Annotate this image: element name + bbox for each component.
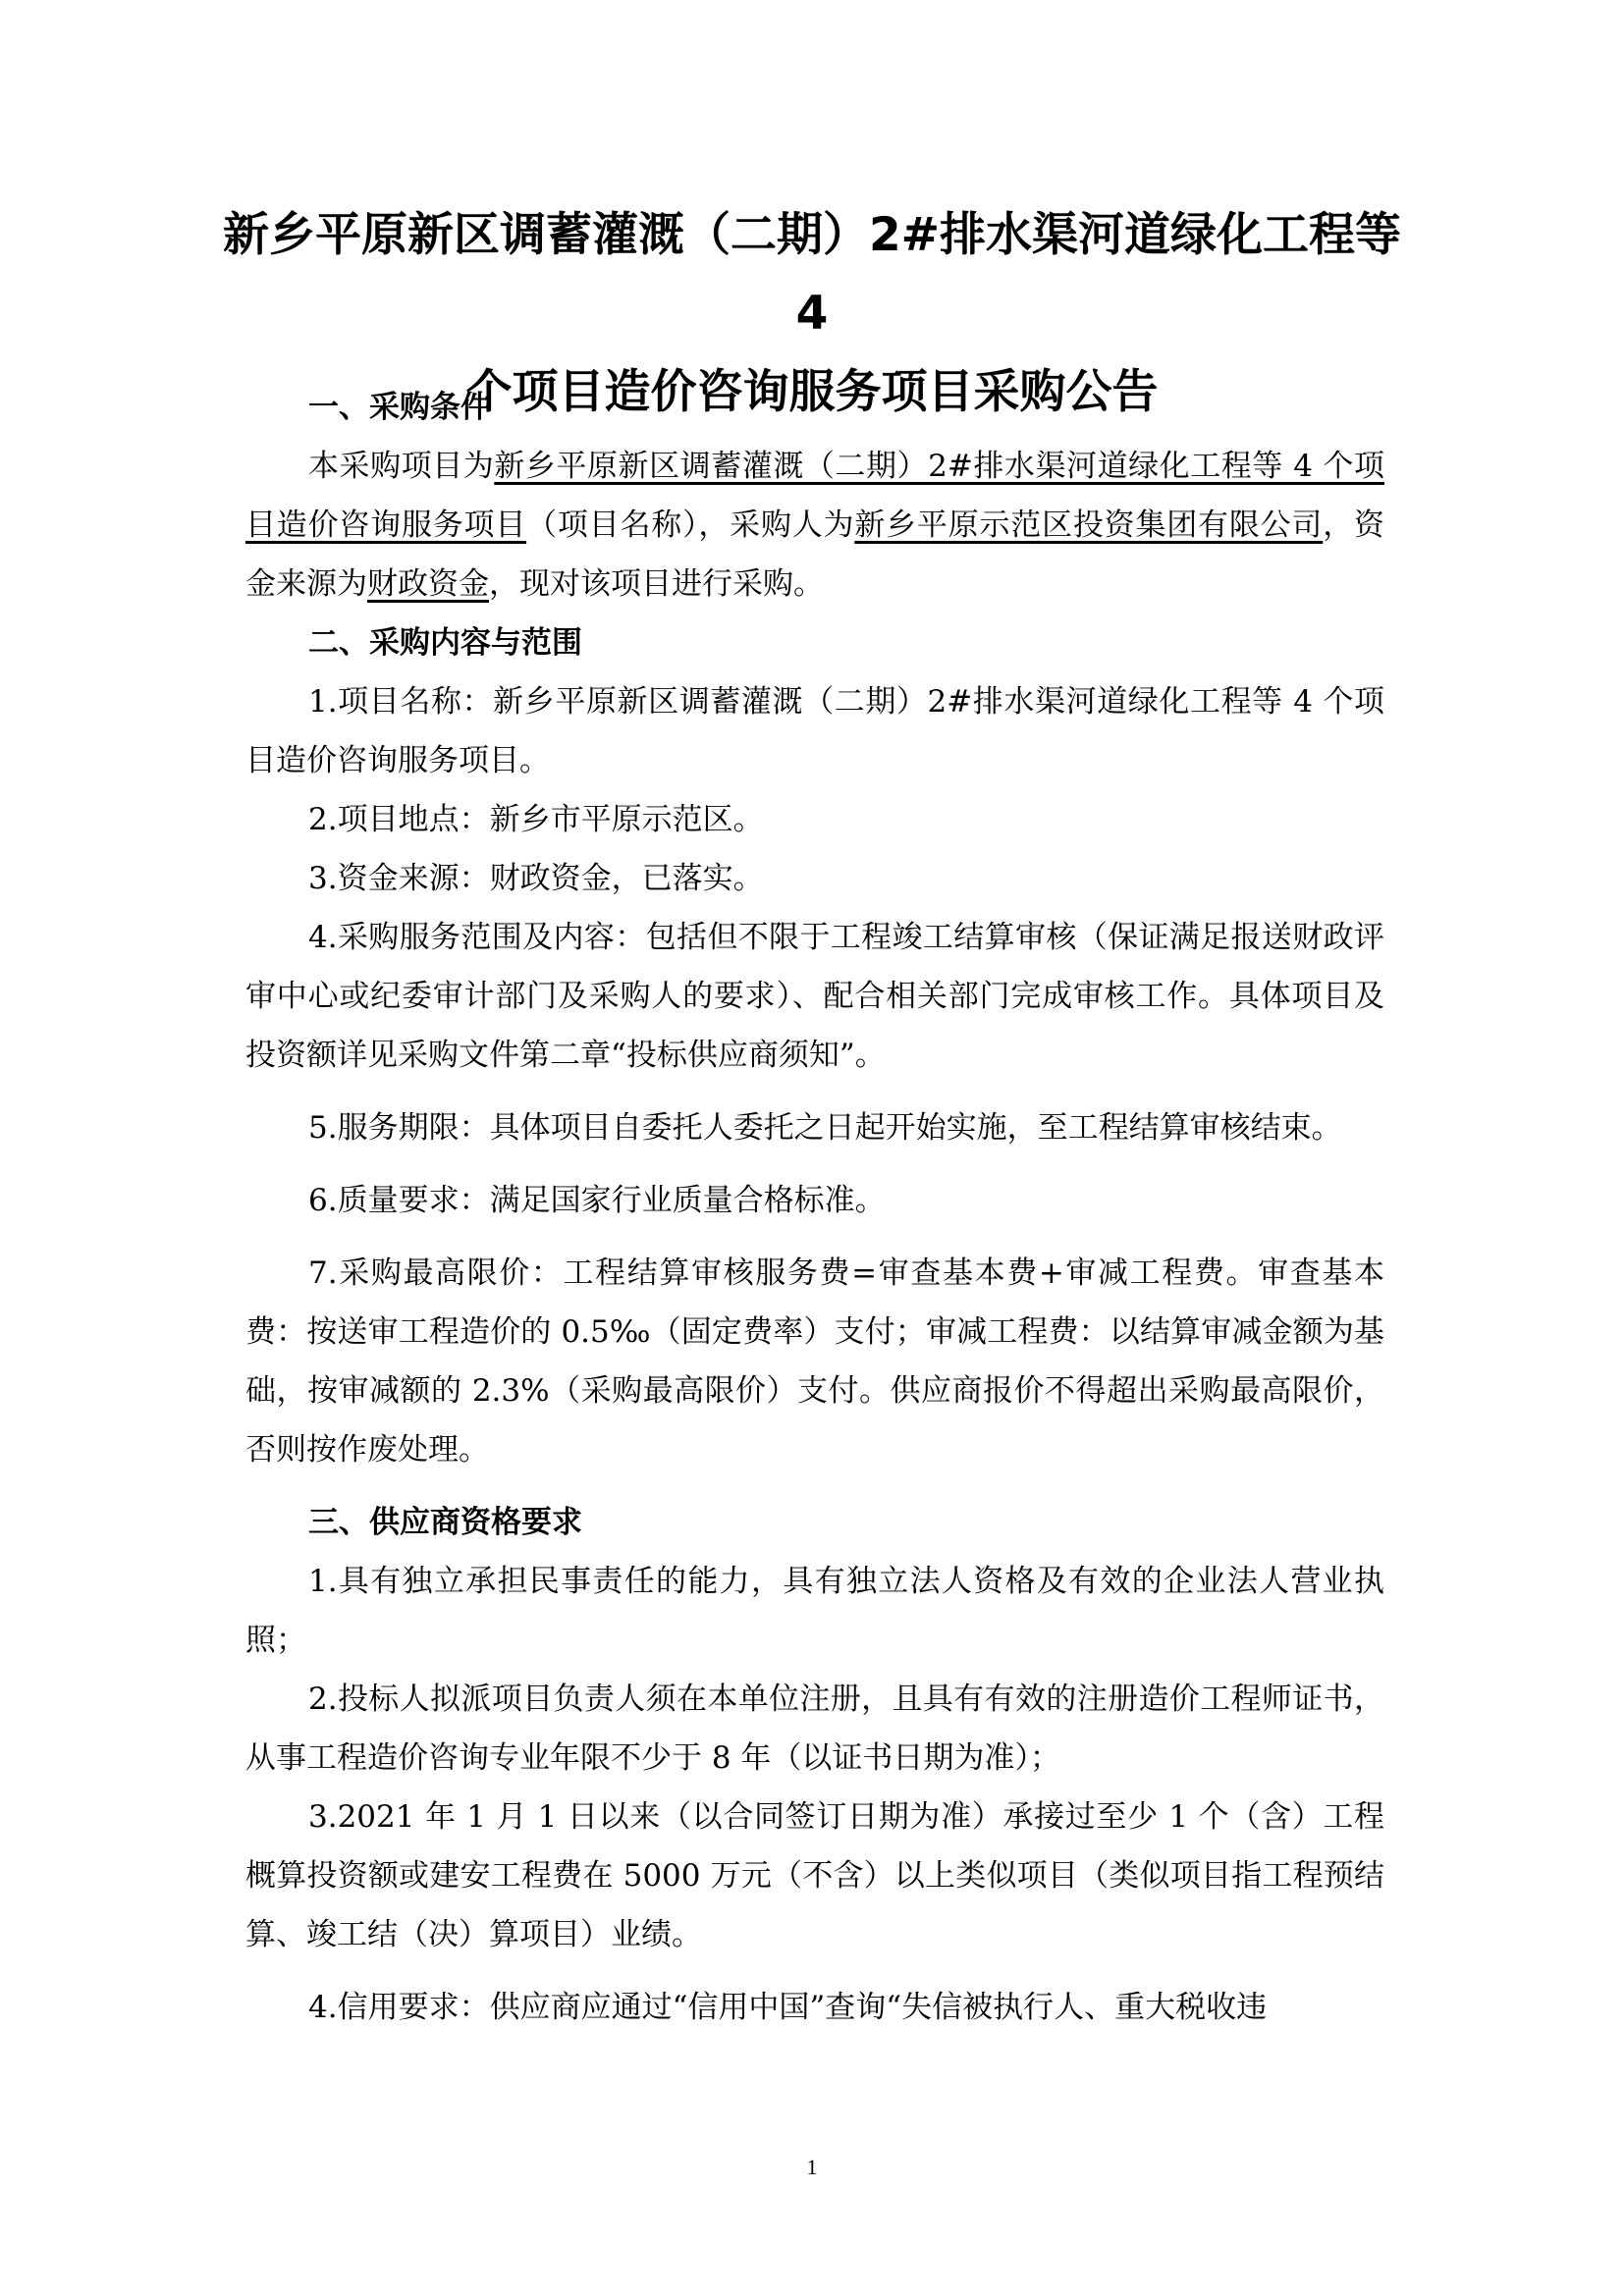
section-heading-2: 二、采购内容与范围 [308,625,582,661]
section-heading-3: 三、供应商资格要求 [308,1505,582,1540]
section-3-item: 1.具有独立承担民事责任的能力，具有独立法人资格及有效的企业法人营业执照； [245,1564,1384,1658]
section-1-paragraph [245,437,1384,614]
section-2-item: 1.项目名称：新乡平原新区调蓄灌溉（二期）2#排水渠河道绿化工程等 4 个项目造价咨询服务项目。 [245,684,1384,778]
purchaser-underlined: 新乡平原示范区投资集团有限公司 [854,507,1324,543]
section-2-item: 4.采购服务范围及内容：包括但不限于工程竣工结算审核（保证满足报送财政评审中心或纪委审计部门及采购人的要求）、配合相关部门完成审核工作。具体项目及投资额详见采购文件第二章“投标供应商须知”。 [245,920,1384,1073]
section-2-item: 7.采购最高限价：工程结算审核服务费=审查基本费+审减工程费。审查基本费：按送审工程造价的 0.5‰（固定费率）支付；审减工程费：以结算审减金额为基础，按审减额的 2.3%（采购最高限价）支付。供应商报价不得超出采购最高限价，否则按作废处理。 [245,1255,1384,1468]
fund-source-underlined: 财政资金 [367,566,489,602]
section-3-item: 3.2021 年 1 月 1 日以来（以合同签订日期为准）承接过至少 1 个（含）工程概算投资额或建安工程费在 5000 万元（不含）以上类似项目（类似项目指工程预结算、竣工结（决）算项目）业绩。 [245,1799,1384,1952]
section-2-item: 5.服务期限：具体项目自委托人委托之日起开始实施，至工程结算审核结束。 [308,1110,1342,1146]
text-run: ，现对该项目进行采购。 [489,566,824,602]
project-name-underlined: 新乡平原新区调蓄灌溉（二期）2#排水渠河道绿化工程等 4 个项目造价咨询服务项目 [245,449,1384,543]
title-line-2: 个项目造价咨询服务项目采购公告 [465,365,1159,419]
document-body [245,378,1384,2037]
section-2-item: 3.资金来源：财政资金，已落实。 [308,861,764,896]
section-2-item: 2.项目地点：新乡市平原示范区。 [308,802,764,837]
section-heading-1: 一、采购条件 [308,390,491,425]
section-3-item: 2.投标人拟派项目负责人须在本单位注册，且具有有效的注册造价工程师证书，从事工程造价咨询专业年限不少于 8 年（以证书日期为准）； [245,1682,1384,1776]
text-run: ，资金来源为 [245,507,1385,602]
text-run: 本采购项目为 [308,449,495,484]
section-2-item: 6.质量要求：满足国家行业质量合格标准。 [308,1183,886,1218]
page-number: 1 [806,2155,818,2179]
title-line-1: 新乡平原新区调蓄灌溉（二期）2#排水渠河道绿化工程等 4 [222,208,1402,341]
text-run: （项目名称），采购人为 [526,507,855,543]
section-3-item: 4.信用要求：供应商应通过“信用中国”查询“失信被执行人、重大税收违 [308,1990,1268,2025]
